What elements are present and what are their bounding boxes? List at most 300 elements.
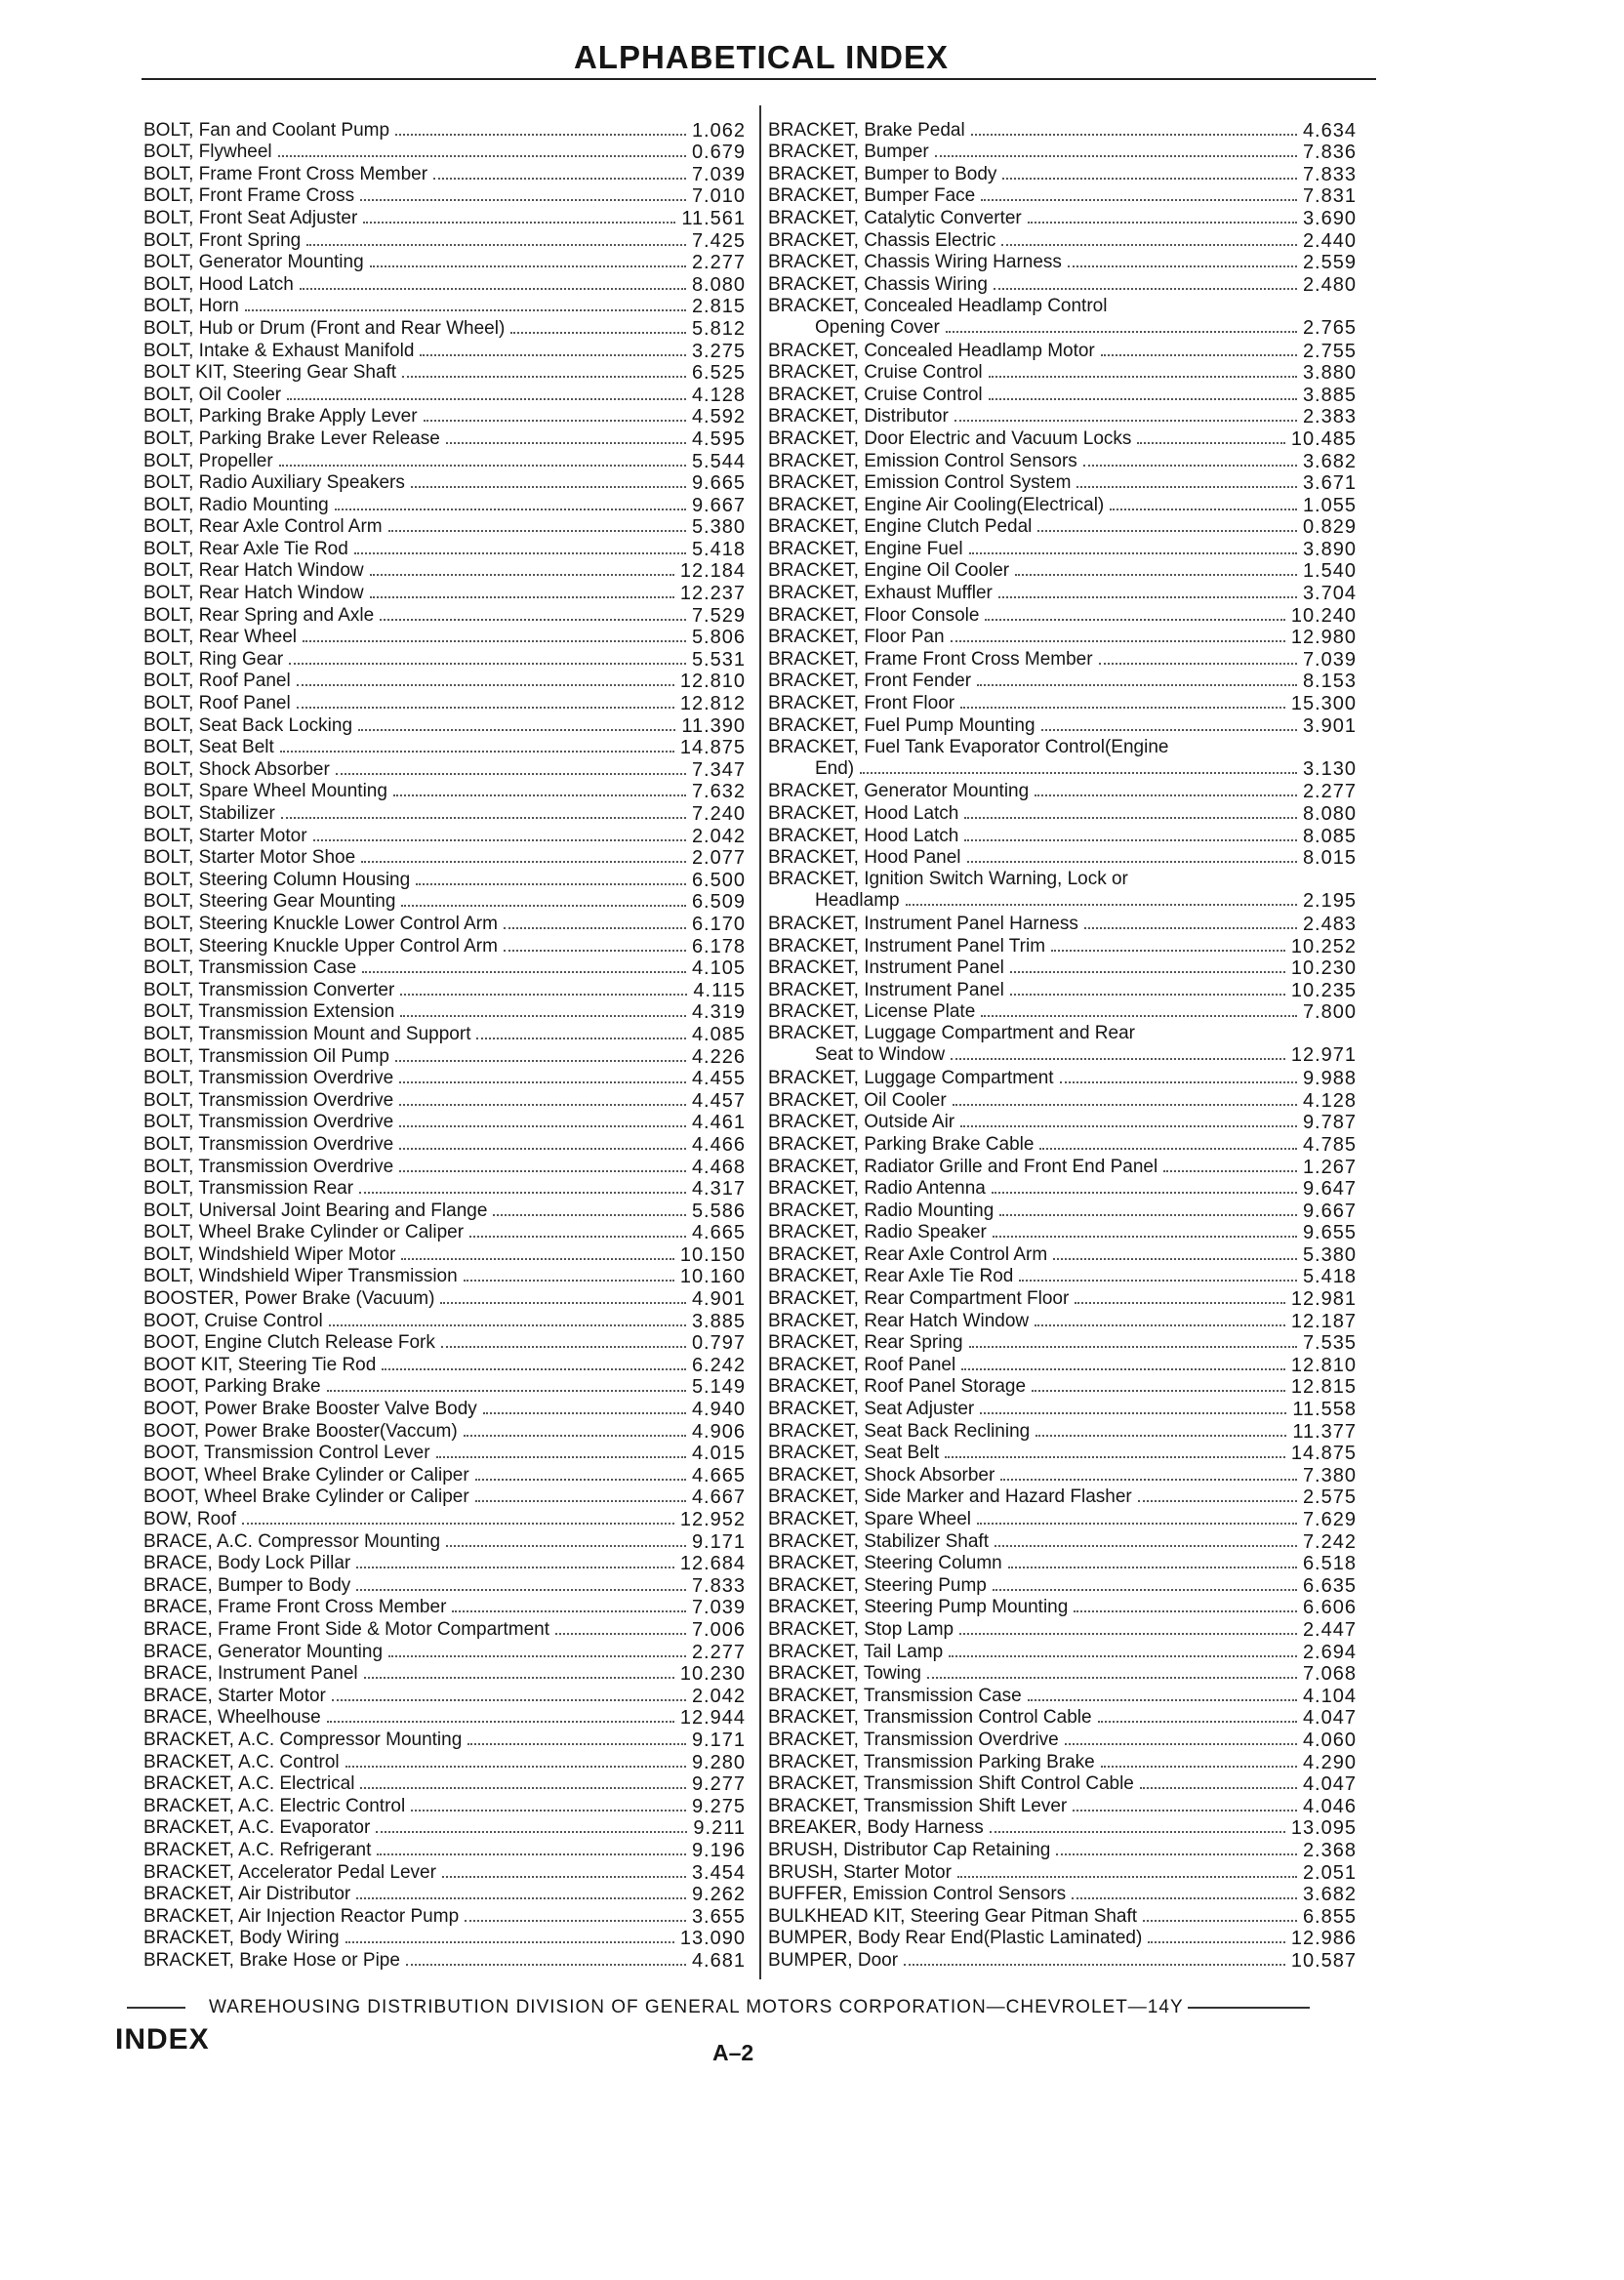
index-entry <box>768 185 1357 208</box>
entry-reference-number: 4.317 <box>691 1178 746 1201</box>
entry-reference-number: 2.765 <box>1302 316 1357 339</box>
index-entry <box>143 1574 746 1597</box>
entry-name: BRACKET, Hood Panel <box>768 847 961 869</box>
leader-dots <box>327 1390 686 1392</box>
index-entry <box>143 1023 746 1045</box>
index-entry <box>768 1001 1357 1024</box>
entry-reference-number: 2.277 <box>691 1641 746 1663</box>
entry-name: BRACE, A.C. Compressor Mounting <box>143 1530 441 1552</box>
entry-name: BOLT, Transmission Overdrive <box>143 1068 394 1089</box>
entry-name: BRACKET, Air Distributor <box>143 1884 351 1905</box>
entry-reference-number: 9.787 <box>1302 1112 1357 1134</box>
entry-name: BRACKET, Engine Fuel <box>768 538 963 559</box>
entry-reference-number: 9.171 <box>691 1729 746 1751</box>
entry-name: BRACKET, Roof Panel Storage <box>768 1376 1027 1398</box>
entry-reference-number: 7.529 <box>691 604 746 627</box>
leader-dots <box>245 309 686 311</box>
entry-name: BOLT, Horn <box>143 296 239 317</box>
entry-reference-number: 7.535 <box>1302 1332 1357 1355</box>
index-entry <box>143 1707 746 1730</box>
leader-dots <box>989 376 1297 378</box>
entry-reference-number: 7.006 <box>691 1618 746 1641</box>
index-entry <box>768 1685 1357 1707</box>
index-entry <box>143 1597 746 1619</box>
leader-dots <box>475 1500 686 1502</box>
leader-dots <box>416 883 686 885</box>
entry-name: BOOT, Power Brake Booster(Vaccum) <box>143 1420 458 1442</box>
entry-reference-number: 1.267 <box>1302 1156 1357 1178</box>
leader-dots <box>332 1699 686 1701</box>
entry-reference-number: 10.587 <box>1290 1949 1357 1972</box>
index-entry <box>143 1641 746 1663</box>
leader-dots <box>1010 971 1285 973</box>
entry-name: BRACKET, Seat Adjuster <box>768 1399 975 1420</box>
leader-dots <box>980 1412 1286 1414</box>
leader-dots <box>994 288 1297 290</box>
entry-name: BOLT, Transmission Overdrive <box>143 1156 394 1177</box>
leader-dots <box>476 1038 685 1039</box>
entry-name: BOLT, Parking Brake Lever Release <box>143 428 440 449</box>
index-entry <box>768 1420 1357 1443</box>
entry-reference-number: 14.875 <box>1290 1443 1357 1465</box>
entry-name: BRACKET, Front Floor <box>768 693 955 714</box>
leader-dots <box>1068 265 1297 267</box>
index-entry <box>143 1795 746 1817</box>
entry-name: BOOT, Wheel Brake Cylinder or Caliper <box>143 1464 469 1486</box>
index-entry <box>768 296 1357 340</box>
entry-name: BOLT, Rear Hatch Window <box>143 560 364 582</box>
entry-name: BRACKET, Rear Axle Tie Rod <box>768 1266 1014 1287</box>
leader-dots <box>358 729 675 731</box>
entry-name: BRACKET, Transmission Overdrive <box>768 1729 1059 1750</box>
index-entry <box>143 1310 746 1332</box>
entry-reference-number: 4.457 <box>691 1089 746 1112</box>
leader-dots <box>335 509 686 510</box>
entry-reference-number: 4.595 <box>691 428 746 450</box>
leader-dots <box>297 684 674 686</box>
entry-reference-number: 8.153 <box>1302 671 1357 693</box>
entry-reference-number: 4.290 <box>1302 1751 1357 1773</box>
index-entry <box>768 1266 1357 1288</box>
entry-name: BUMPER, Door <box>768 1949 899 1971</box>
index-entry <box>143 604 746 627</box>
entry-name: BRACE, Starter Motor <box>143 1685 326 1706</box>
entry-name-continuation: End) <box>815 757 855 779</box>
entry-name: BOLT, Hub or Drum (Front and Rear Wheel) <box>143 317 506 339</box>
leader-dots <box>336 773 686 775</box>
entry-name: BRACKET, Brake Hose or Pipe <box>143 1949 400 1971</box>
leader-dots <box>395 134 686 136</box>
index-entry <box>768 1310 1357 1332</box>
leader-dots <box>927 1677 1297 1679</box>
entry-reference-number: 12.986 <box>1290 1928 1357 1950</box>
leader-dots <box>1028 1699 1297 1701</box>
entry-reference-number: 4.047 <box>1302 1773 1357 1796</box>
index-entry <box>143 825 746 847</box>
entry-name: BRACKET, Exhaust Muffler <box>768 583 993 604</box>
leader-dots <box>1137 442 1284 444</box>
entry-reference-number: 3.890 <box>1302 538 1357 560</box>
leader-dots <box>313 839 686 841</box>
index-entry <box>768 1354 1357 1376</box>
index-entry <box>768 1200 1357 1222</box>
index-entry <box>768 1156 1357 1178</box>
entry-reference-number: 6.606 <box>1302 1597 1357 1619</box>
index-entry <box>143 1464 746 1486</box>
leader-dots <box>464 1280 674 1282</box>
index-entry <box>143 737 746 759</box>
entry-reference-number: 12.237 <box>679 583 746 605</box>
entry-reference-number: 1.055 <box>1302 494 1357 516</box>
index-entry <box>143 1618 746 1641</box>
entry-reference-number: 7.800 <box>1302 1001 1357 1024</box>
entry-name: BRACKET, Fuel Tank Evaporator Control(Engine <box>768 736 1169 757</box>
leader-dots <box>420 354 686 356</box>
entry-reference-number: 12.980 <box>1290 627 1357 649</box>
entry-name: BRACE, Frame Front Side & Motor Compartment <box>143 1618 550 1640</box>
leader-dots <box>433 178 686 180</box>
entry-reference-number: 12.187 <box>1290 1310 1357 1332</box>
entry-name: BULKHEAD KIT, Steering Gear Pitman Shaft <box>768 1905 1138 1927</box>
entry-reference-number: 7.010 <box>691 185 746 208</box>
entry-reference-number: 3.130 <box>1302 757 1357 780</box>
index-entry <box>143 1751 746 1773</box>
index-entry <box>768 1376 1357 1399</box>
entry-name: BRACKET, A.C. Electrical <box>143 1773 355 1795</box>
entry-reference-number: 3.885 <box>1302 384 1357 406</box>
entry-reference-number: 4.046 <box>1302 1795 1357 1817</box>
entry-reference-number: 4.901 <box>691 1288 746 1311</box>
index-entry <box>143 1486 746 1509</box>
entry-name: BRACKET, Roof Panel <box>768 1354 956 1375</box>
entry-name: BRACKET, Brake Pedal <box>768 119 965 141</box>
leader-dots <box>364 1677 674 1679</box>
leader-dots <box>300 288 686 290</box>
entry-name: BOLT, Transmission Overdrive <box>143 1089 394 1111</box>
entry-name: BOLT, Transmission Converter <box>143 979 395 1000</box>
index-entry <box>143 1839 746 1861</box>
index-entry <box>143 1928 746 1950</box>
entry-reference-number: 12.944 <box>679 1707 746 1730</box>
entry-reference-number: 7.039 <box>691 1597 746 1619</box>
index-entry <box>143 1884 746 1906</box>
entry-name: BRACKET, Transmission Shift Control Cable <box>768 1773 1134 1795</box>
index-entry <box>768 384 1357 406</box>
entry-name: BOW, Roof <box>143 1509 237 1529</box>
index-entry <box>768 1905 1357 1928</box>
entry-reference-number: 3.901 <box>1302 714 1357 737</box>
entry-reference-number: 6.518 <box>1302 1553 1357 1575</box>
leader-dots <box>999 1214 1297 1216</box>
entry-name: BRUSH, Starter Motor <box>768 1861 952 1883</box>
leader-dots <box>993 1236 1297 1238</box>
entry-name: BRACKET, A.C. Compressor Mounting <box>143 1729 463 1750</box>
index-entry <box>143 1553 746 1575</box>
entry-name: BOLT KIT, Steering Gear Shaft <box>143 362 397 384</box>
index-entry <box>768 604 1357 627</box>
index-entry <box>768 1884 1357 1906</box>
index-entry <box>768 1795 1357 1817</box>
entry-reference-number: 7.240 <box>691 803 746 825</box>
entry-name: BRACKET, Steering Column <box>768 1553 1002 1574</box>
footer-line <box>127 1997 1337 2018</box>
footer-text: WAREHOUSING DISTRIBUTION DIVISION OF GENERAL MOTORS CORPORATION—CHEVROLET—14Y <box>209 1997 1184 2017</box>
leader-dots <box>242 1523 674 1525</box>
index-entry <box>768 1332 1357 1355</box>
entry-name: BOLT, Roof Panel <box>143 671 291 692</box>
leader-dots <box>446 442 686 444</box>
leader-dots <box>957 1876 1297 1878</box>
index-entry <box>768 582 1357 604</box>
leader-dots <box>1001 244 1297 246</box>
footer-dash-right <box>1188 2007 1310 2009</box>
leader-dots <box>1037 530 1297 532</box>
entry-name: BRACKET, Floor Pan <box>768 627 945 648</box>
index-entry <box>143 1243 746 1266</box>
index-entry <box>143 317 746 340</box>
entry-name: BRACKET, Transmission Case <box>768 1685 1022 1706</box>
entry-name: BOOSTER, Power Brake (Vacuum) <box>143 1288 435 1310</box>
index-entry <box>768 957 1357 980</box>
entry-name: BRACKET, Bumper <box>768 142 929 163</box>
entry-reference-number: 5.806 <box>691 627 746 649</box>
index-entry <box>143 472 746 495</box>
leader-dots <box>327 1721 674 1723</box>
leader-dots <box>411 486 686 488</box>
entry-name: BRUSH, Distributor Cap Retaining <box>768 1839 1051 1860</box>
index-entry <box>143 1200 746 1222</box>
entry-name: BRACKET, Engine Oil Cooler <box>768 560 1010 582</box>
leader-dots <box>395 1060 686 1062</box>
index-entry <box>768 142 1357 164</box>
index-entry <box>768 1222 1357 1244</box>
index-entry <box>143 252 746 274</box>
entry-name: BRACKET, Shock Absorber <box>768 1464 995 1486</box>
entry-reference-number: 7.039 <box>1302 648 1357 671</box>
right-index-column <box>768 119 1357 1972</box>
leader-dots <box>452 1610 686 1612</box>
index-entry <box>768 1641 1357 1663</box>
index-entry <box>143 781 746 803</box>
entry-name: BRACKET, A.C. Refrigerant <box>143 1839 372 1860</box>
index-entry <box>768 252 1357 274</box>
leader-dots <box>981 199 1297 201</box>
leader-dots <box>370 265 686 267</box>
entry-name: BREAKER, Body Harness <box>768 1817 984 1839</box>
leader-dots <box>995 1545 1297 1547</box>
entry-name: BOLT, Universal Joint Bearing and Flange <box>143 1200 488 1221</box>
entry-name: BOOT, Wheel Brake Cylinder or Caliper <box>143 1486 469 1508</box>
index-entry <box>143 560 746 583</box>
entry-name: BRACKET, Seat Back Reclining <box>768 1420 1031 1442</box>
entry-reference-number: 3.880 <box>1302 362 1357 385</box>
index-entry <box>143 163 746 185</box>
page-title: ALPHABETICAL INDEX <box>573 39 950 75</box>
entry-reference-number: 10.235 <box>1290 979 1357 1001</box>
leader-dots <box>1073 1810 1297 1812</box>
index-entry <box>143 1089 746 1112</box>
entry-reference-number: 6.635 <box>1302 1574 1357 1597</box>
index-entry <box>768 428 1357 450</box>
index-entry <box>768 163 1357 185</box>
index-entry <box>768 1486 1357 1509</box>
index-entry <box>768 1023 1357 1067</box>
entry-reference-number: 11.377 <box>1292 1420 1357 1443</box>
index-entry <box>768 1817 1357 1840</box>
entry-reference-number: 7.833 <box>1302 163 1357 185</box>
entry-reference-number: 2.277 <box>691 252 746 274</box>
leader-dots <box>400 994 687 996</box>
entry-reference-number: 4.665 <box>691 1464 746 1486</box>
leader-dots <box>1035 794 1297 796</box>
entry-reference-number: 5.812 <box>691 317 746 340</box>
leader-dots <box>442 1876 686 1878</box>
entry-name: BRACKET, Side Marker and Hazard Flasher <box>768 1486 1132 1508</box>
entry-reference-number: 7.833 <box>691 1574 746 1597</box>
entry-name: BRACKET, Seat Belt <box>768 1443 940 1464</box>
entry-reference-number: 6.170 <box>691 913 746 935</box>
entry-name: BOLT, Intake & Exhaust Manifold <box>143 340 415 361</box>
index-entry <box>143 1001 746 1024</box>
entry-reference-number: 6.500 <box>691 869 746 891</box>
leader-dots <box>967 861 1297 863</box>
leader-dots <box>356 1567 674 1568</box>
index-entry <box>768 1928 1357 1950</box>
leader-dots <box>969 1346 1297 1348</box>
entry-name: BRACKET, Emission Control Sensors <box>768 450 1077 471</box>
entry-name: BOLT, Wheel Brake Cylinder or Caliper <box>143 1222 465 1243</box>
entry-reference-number: 9.196 <box>691 1839 746 1861</box>
index-entry <box>143 957 746 980</box>
index-entry <box>143 142 746 164</box>
entry-name: BRACKET, Chassis Wiring <box>768 273 988 295</box>
leader-dots <box>1035 1435 1286 1437</box>
entry-reference-number: 7.425 <box>691 229 746 252</box>
index-entry <box>768 1287 1357 1310</box>
entry-name: BRACKET, Emission Control System <box>768 472 1072 494</box>
entry-name: BOLT, Transmission Mount and Support <box>143 1023 471 1044</box>
entry-name: BOLT, Transmission Overdrive <box>143 1112 394 1133</box>
entry-name: BOLT, Rear Axle Control Arm <box>143 516 383 538</box>
entry-reference-number: 4.226 <box>691 1045 746 1068</box>
leader-dots <box>345 1941 674 1943</box>
entry-name: BOLT, Seat Back Locking <box>143 714 353 736</box>
leader-dots <box>969 552 1297 554</box>
entry-name: BOLT, Transmission Extension <box>143 1001 395 1023</box>
index-entry <box>768 1178 1357 1201</box>
entry-name: BOLT, Frame Front Cross Member <box>143 163 428 184</box>
leader-dots <box>977 684 1297 686</box>
entry-name: BOLT, Steering Gear Mounting <box>143 891 396 913</box>
entry-name: BOLT, Rear Axle Tie Rod <box>143 538 348 559</box>
entry-name: BRACKET, Door Electric and Vacuum Locks <box>768 428 1132 449</box>
entry-name: BRACKET, Transmission Parking Brake <box>768 1751 1095 1772</box>
entry-reference-number: 12.184 <box>679 560 746 583</box>
entry-reference-number: 12.981 <box>1290 1288 1357 1311</box>
index-entry <box>143 758 746 781</box>
entry-reference-number: 3.704 <box>1302 583 1357 605</box>
entry-name: BRACKET, Concealed Headlamp Control <box>768 295 1108 316</box>
index-entry <box>143 119 746 142</box>
entry-reference-number: 9.275 <box>691 1795 746 1817</box>
entry-reference-number: 2.195 <box>1302 890 1357 913</box>
leader-dots <box>1056 1853 1297 1855</box>
index-entry <box>143 1685 746 1707</box>
index-entry <box>768 1861 1357 1884</box>
entry-reference-number: 4.940 <box>691 1399 746 1421</box>
entry-reference-number: 0.829 <box>1302 516 1357 539</box>
entry-reference-number: 7.632 <box>691 781 746 803</box>
index-entry <box>768 538 1357 560</box>
entry-reference-number: 2.447 <box>1302 1618 1357 1641</box>
entry-reference-number: 11.390 <box>681 714 746 737</box>
leader-dots <box>1098 1721 1297 1723</box>
entry-reference-number: 12.810 <box>679 671 746 693</box>
index-entry <box>143 671 746 693</box>
entry-reference-number: 5.531 <box>691 648 746 671</box>
entry-reference-number: 2.440 <box>1302 229 1357 252</box>
entry-name: BOLT, Transmission Oil Pump <box>143 1045 390 1067</box>
column-divider <box>759 105 761 1979</box>
leader-dots <box>960 1125 1297 1127</box>
entry-reference-number: 4.128 <box>691 384 746 406</box>
entry-reference-number: 9.262 <box>691 1884 746 1906</box>
index-entry <box>768 1707 1357 1730</box>
index-entry <box>143 1398 746 1420</box>
entry-reference-number: 2.694 <box>1302 1641 1357 1663</box>
entry-reference-number: 7.347 <box>691 758 746 781</box>
entry-reference-number: 2.383 <box>1302 406 1357 428</box>
leader-dots <box>998 596 1297 598</box>
index-entry <box>768 516 1357 539</box>
index-entry <box>768 207 1357 229</box>
entry-name: BOLT, Front Seat Adjuster <box>143 207 358 228</box>
entry-reference-number: 4.461 <box>691 1112 746 1134</box>
entry-reference-number: 5.149 <box>691 1376 746 1399</box>
entry-name: BRACE, Generator Mounting <box>143 1641 384 1662</box>
entry-reference-number: 4.681 <box>691 1949 746 1972</box>
leader-dots <box>1035 1324 1285 1326</box>
leader-dots <box>935 155 1297 157</box>
leader-dots <box>406 1964 686 1966</box>
entry-name: BOLT, Rear Wheel <box>143 627 297 648</box>
entry-name: BRACKET, Distributor <box>768 406 949 428</box>
leader-dots <box>399 1081 686 1083</box>
leader-dots <box>380 619 686 621</box>
index-entry <box>143 450 746 472</box>
entry-name: BRACKET, Engine Clutch Pedal <box>768 516 1033 538</box>
entry-reference-number: 5.380 <box>1302 1243 1357 1266</box>
entry-reference-number: 9.647 <box>1302 1178 1357 1201</box>
entry-name: BRACKET, Outside Air <box>768 1112 955 1133</box>
leader-dots <box>1002 178 1297 180</box>
index-entry <box>143 802 746 825</box>
index-entry <box>143 627 746 649</box>
index-entry <box>143 1266 746 1288</box>
index-entry <box>143 1905 746 1928</box>
leader-dots <box>1053 1258 1297 1260</box>
entry-name: BRACKET, Stop Lamp <box>768 1618 954 1640</box>
entry-reference-number: 12.810 <box>1290 1354 1357 1376</box>
entry-reference-number: 9.171 <box>691 1530 746 1553</box>
index-entry <box>768 406 1357 428</box>
leader-dots <box>467 1743 686 1745</box>
entry-reference-number: 7.068 <box>1302 1663 1357 1686</box>
title-rule <box>142 78 1376 80</box>
index-entry <box>768 1618 1357 1641</box>
entry-reference-number: 11.558 <box>1292 1399 1357 1421</box>
entry-reference-number: 8.080 <box>691 273 746 296</box>
